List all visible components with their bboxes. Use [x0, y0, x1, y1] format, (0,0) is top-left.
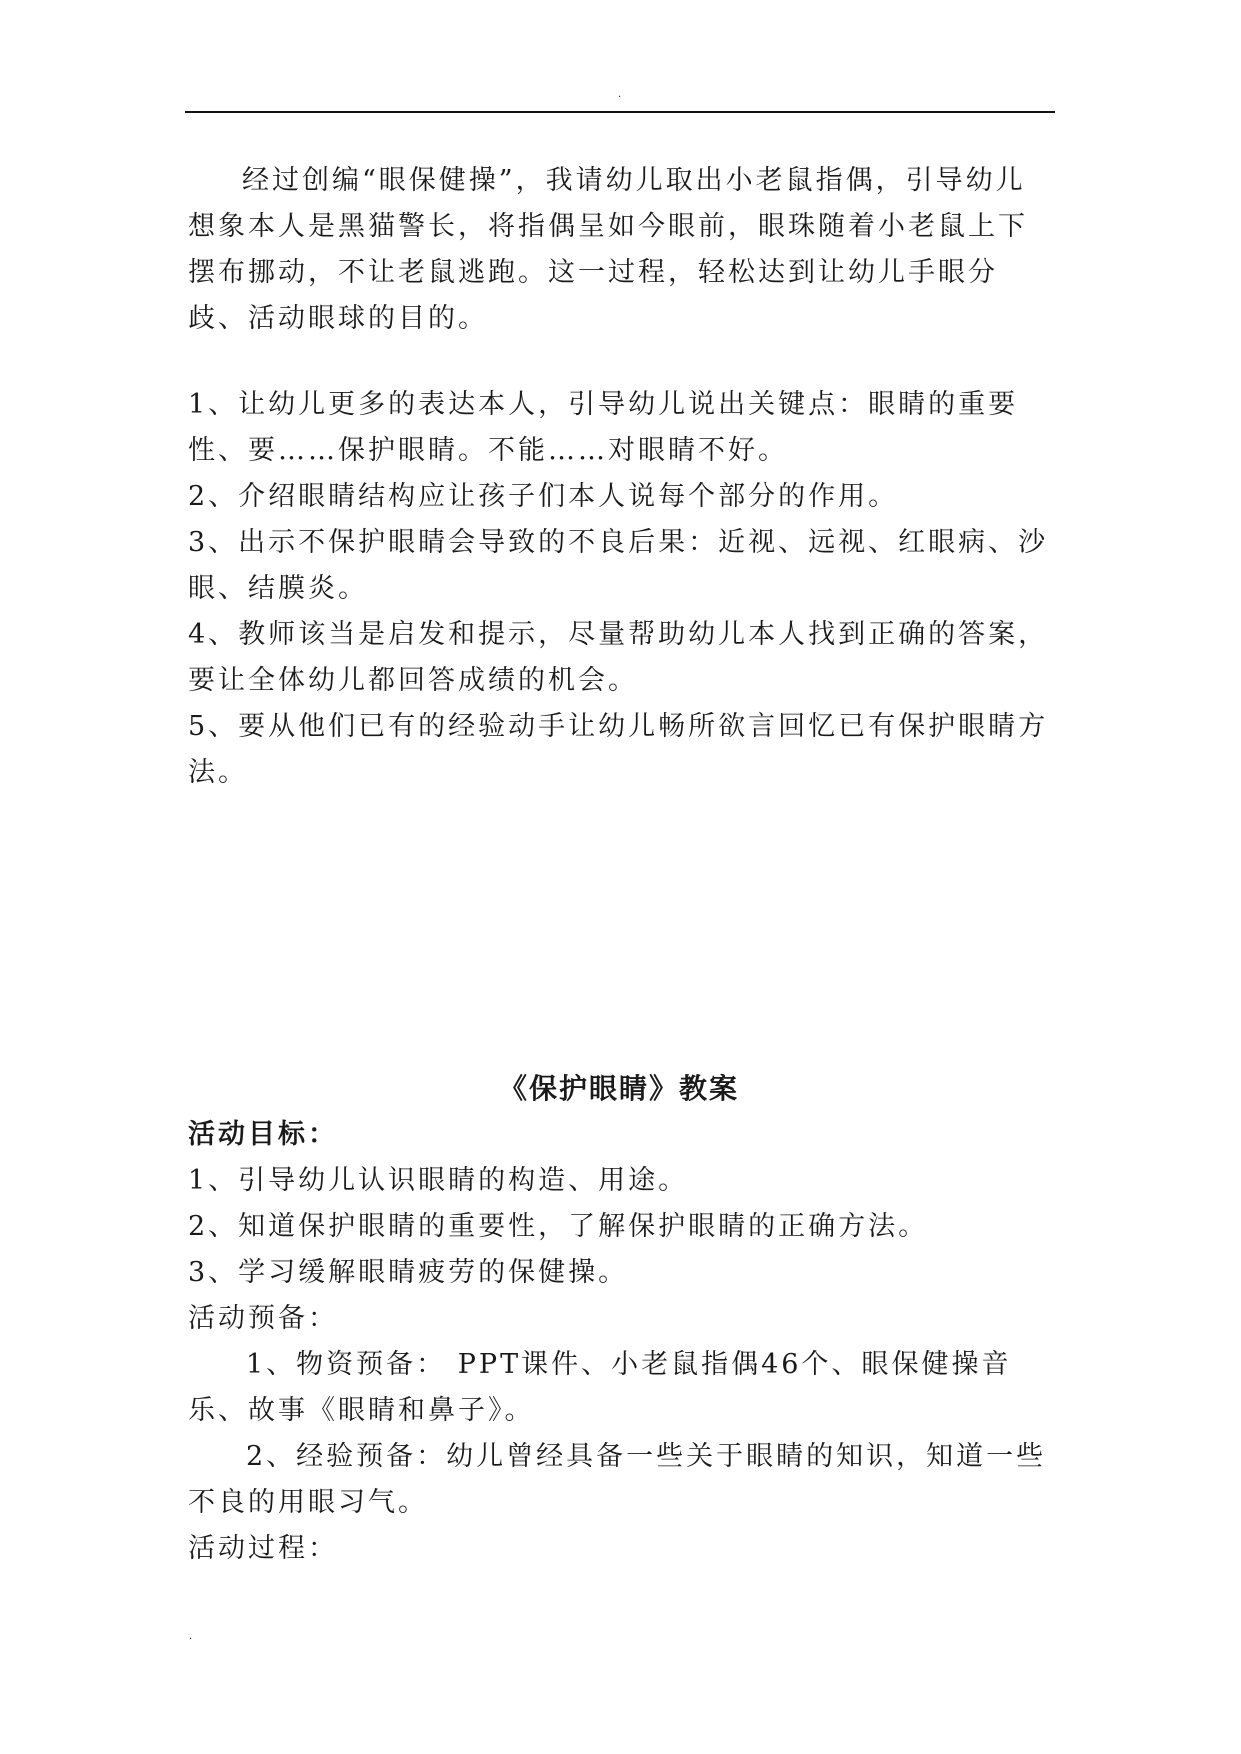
- header-dot: .: [618, 89, 622, 100]
- goal-item-3: 3、学习缓解眼睛疲劳的保健操。: [188, 1257, 629, 1288]
- goal-item-2: 2、知道保护眼睛的重要性，了解保护眼睛的正确方法。: [188, 1211, 929, 1242]
- footer-dot: .: [189, 1631, 193, 1642]
- prep-item-2: 2、经验预备：幼儿曾经具备一些关于眼睛的知识，知道一些不良的用眼习气。: [188, 1441, 1047, 1518]
- note-item-2: 2、介绍眼睛结构应让孩子们本人说每个部分的作用。: [188, 481, 899, 512]
- goals-heading: 活动目标：: [188, 1119, 338, 1150]
- header-rule: [185, 111, 1055, 113]
- lesson-section: [188, 1112, 1050, 1572]
- intro-section: [188, 158, 1050, 342]
- note-item-1: 1、让幼儿更多的表达本人，引导幼儿说出关键点：眼睛的重要性、要……保护眼睛。不能……对眼睛不好。: [188, 389, 1019, 466]
- note-item-4: 4、教师该当是启发和提示，尽量帮助幼儿本人找到正确的答案，要让全体幼儿都回答成绩的机会。: [188, 619, 1049, 696]
- prep-heading: 活动预备：: [188, 1303, 338, 1334]
- lesson-title: 《保护眼睛》教案: [498, 1072, 739, 1105]
- note-item-3: 3、出示不保护眼睛会导致的不良后果：近视、远视、红眼病、沙眼、结膜炎。: [188, 527, 1049, 604]
- prep-item-1: 1、物资预备： PPT课件、小老鼠指偶46个、眼保健操音乐、故事《眼睛和鼻子》。: [188, 1349, 1012, 1426]
- goal-item-1: 1、引导幼儿认识眼睛的构造、用途。: [188, 1165, 689, 1196]
- intro-paragraph: 经过创编“眼保健操”，我请幼儿取出小老鼠指偶，引导幼儿想象本人是黑猫警长，将指偶呈如今眼前，眼珠随着小老鼠上下摆布挪动，不让老鼠逃跑。这一过程，轻松达到让幼儿手眼分歧、活动眼球的目的。: [188, 165, 1028, 334]
- process-heading: 活动过程：: [188, 1533, 338, 1564]
- notes-section: [188, 382, 1050, 796]
- note-item-5: 5、要从他们已有的经验动手让幼儿畅所欲言回忆已有保护眼睛方法。: [188, 711, 1049, 788]
